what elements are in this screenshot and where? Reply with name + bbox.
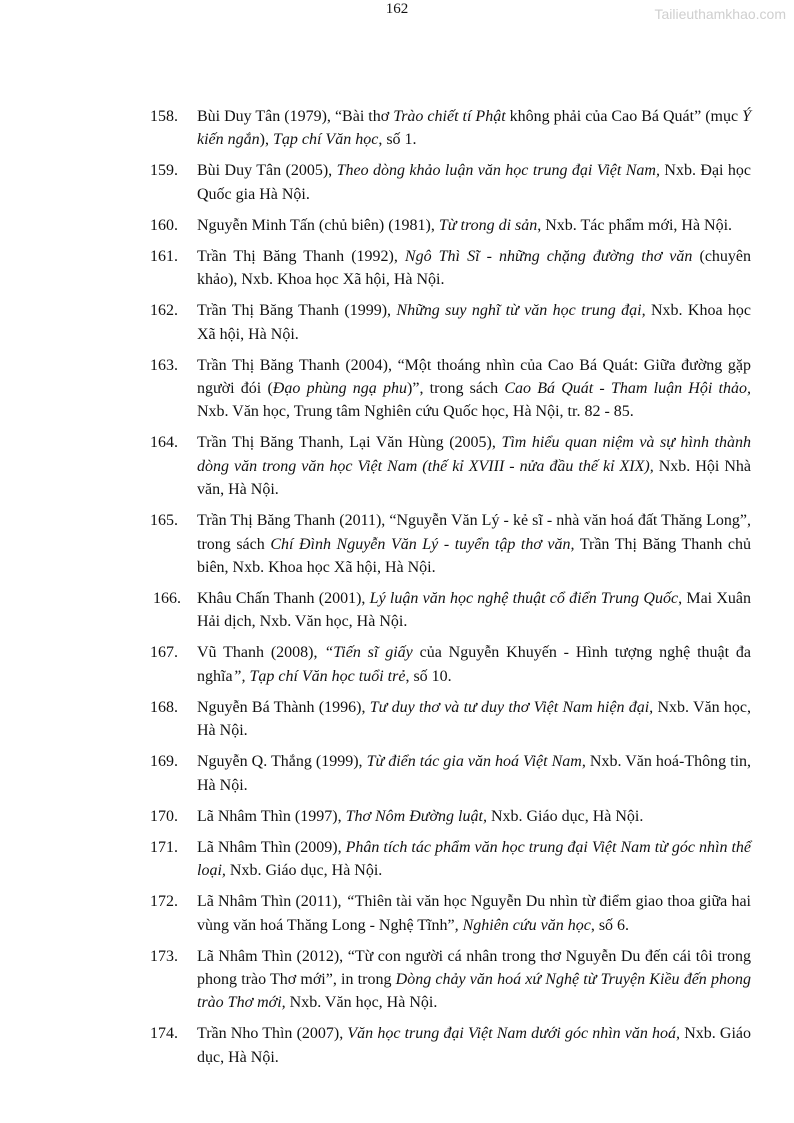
reference-title-segment: ”, Tạp chí Văn học tuổi trẻ xyxy=(232,667,406,685)
reference-number: 158. xyxy=(150,108,178,125)
reference-text xyxy=(197,245,751,292)
reference-number: 166. xyxy=(153,590,181,608)
reference-number: 167. xyxy=(150,644,178,662)
reference-number: 164. xyxy=(150,434,178,452)
reference-entry xyxy=(150,805,751,828)
reference-entry xyxy=(150,354,751,424)
reference-entry xyxy=(150,696,751,743)
reference-entry xyxy=(150,159,751,206)
reference-text xyxy=(197,890,751,937)
reference-text-segment: Khâu Chấn Thanh (2001), xyxy=(197,590,370,608)
reference-text-segment: Lã Nhâm Thìn (1997), xyxy=(197,807,346,825)
reference-text-segment: , số 6. xyxy=(590,916,630,934)
reference-entry xyxy=(150,641,751,688)
reference-title-segment: Từ điển tác gia văn hoá Việt Nam xyxy=(366,753,582,771)
reference-text xyxy=(197,836,751,883)
reference-text xyxy=(197,431,751,501)
reference-text-segment: Trần Thị Băng Thanh (1999), xyxy=(197,302,397,320)
reference-title-segment: Chí Đình Nguyễn Văn Lý - tuyển tập thơ văn, xyxy=(270,535,575,553)
reference-text-segment: Nxb. Giáo dục, Hà Nội. xyxy=(225,862,383,880)
reference-text-segment: Lã Nhâm Thìn (2011), xyxy=(197,893,346,911)
reference-text-segment: Trần Thị Băng Thanh (2011), “Nguyễn Văn Lý - kẻ sĩ - nhà văn hoá đất Thăng Long”, trong sách xyxy=(197,512,751,553)
reference-text-segment: không phải của Cao Bá Quát” (mục xyxy=(505,108,743,125)
reference-title-segment: Tìm hiểu quan niệm và sự hình thành dòng văn trong văn học Việt Nam (thế kỉ XVIII - nửa đầu thế kỉ XIX), xyxy=(197,434,751,475)
reference-title-segment: Tư duy thơ và tư duy thơ Việt Nam hiện đại, xyxy=(369,698,654,716)
reference-number: 162. xyxy=(150,302,178,320)
reference-text xyxy=(197,299,751,346)
reference-text-segment: , Nxb. Văn hoá-Thông tin, Hà Nội. xyxy=(197,753,752,794)
reference-entry xyxy=(150,836,751,883)
reference-text-segment: Nxb. Giáo dục, Hà Nội. xyxy=(197,1025,752,1066)
reference-text-segment: Nxb. Hội Nhà văn, Hà Nội. xyxy=(197,457,751,499)
reference-text xyxy=(197,105,751,152)
reference-number: 169. xyxy=(150,753,178,771)
reference-title-segment: Ngô Thì Sĩ - những chặng đường thơ văn xyxy=(404,247,693,265)
reference-title-segment: “Tiến sĩ giấy xyxy=(324,644,413,662)
reference-text-segment: Nxb. Đại học Quốc gia Hà Nội. xyxy=(197,162,752,203)
reference-text-segment: Trần Thị Băng Thanh (2004), “Một thoáng nhìn của Cao Bá Quát: Giữa đường gặp người đói ( xyxy=(197,356,751,398)
reference-text-segment: ), xyxy=(259,131,273,149)
reference-number: 163. xyxy=(150,356,178,374)
reference-text-segment: Trần Thị Băng Thanh (1992), xyxy=(197,247,405,265)
reference-text xyxy=(197,214,751,237)
reference-title-segment: Theo dòng khảo luận văn học trung đại Việt Nam, xyxy=(336,162,660,180)
reference-title-segment: Dòng chảy văn hoá xứ Nghệ từ Truyện Kiều đến phong trào Thơ mới, xyxy=(197,970,751,1012)
reference-text-segment: , số 10. xyxy=(405,667,452,685)
reference-number: 159. xyxy=(150,162,178,180)
reference-number: 170. xyxy=(150,807,178,825)
reference-text-segment: Thiên tài văn học Nguyễn Du nhìn từ điểm giao thoa giữa hai vùng văn hoá Thăng Long - Nghệ Tĩnh” xyxy=(197,893,752,934)
reference-text-segment: Lã Nhâm Thìn (2012), “Từ con người cá nhân trong thơ Nguyễn Du đến cái tôi trong phong trào Thơ mới”, in trong xyxy=(197,947,751,988)
reference-text xyxy=(197,587,751,634)
reference-entry xyxy=(150,245,751,292)
reference-text-segment: Nxb. Văn học, Trung tâm Nghiên cứu Quốc học, Hà Nội, tr. 82 - 85. xyxy=(197,403,634,421)
reference-text-segment: Nguyễn Minh Tấn (chủ biên) (1981), xyxy=(197,216,439,234)
reference-title-segment: Tạp chí Văn học xyxy=(272,131,379,149)
reference-text-segment: , Nxb. Tác phẩm mới, Hà Nội. xyxy=(537,216,733,234)
reference-text xyxy=(197,159,751,206)
reference-text-segment: Vũ Thanh (2008), xyxy=(197,644,325,662)
reference-title-segment: “ xyxy=(345,893,355,911)
reference-text-segment: (chuyên khảo), Nxb. Khoa học Xã hội, Hà Nội. xyxy=(197,247,752,289)
reference-entry xyxy=(150,750,751,797)
reference-text-segment: Nxb. Văn học, Hà Nội. xyxy=(197,698,751,740)
reference-text-segment: )”, trong sách xyxy=(407,380,505,398)
reference-entry xyxy=(150,214,751,237)
reference-number: 173. xyxy=(150,947,178,965)
reference-text-segment: Trần Nho Thìn (2007), xyxy=(197,1025,348,1043)
reference-entry xyxy=(150,105,751,152)
reference-entry xyxy=(150,1022,751,1069)
reference-text-segment: Trần Thị Băng Thanh chủ biên, Nxb. Khoa học Xã hội, Hà Nội. xyxy=(197,535,752,577)
reference-entry xyxy=(150,890,751,937)
reference-title-segment: Đạo phùng ngạ phu xyxy=(272,380,408,398)
reference-text xyxy=(197,805,751,828)
reference-number: 160. xyxy=(150,216,178,234)
reference-text-segment: của Nguyễn Khuyến - Hình tượng nghệ thuật đa nghĩa xyxy=(197,644,752,685)
reference-entry xyxy=(150,509,751,579)
reference-number: 168. xyxy=(150,698,178,716)
reference-text xyxy=(197,1022,751,1069)
watermark: Tailieuthamkhao.com xyxy=(654,6,786,22)
reference-entry xyxy=(150,945,751,1015)
reference-text-segment: Nguyễn Q. Thắng (1999), xyxy=(197,753,367,771)
reference-title-segment: Cao Bá Quát - Tham luận Hội thảo, xyxy=(504,380,751,398)
reference-number: 174. xyxy=(150,1025,178,1043)
reference-title-segment: Trào chiết tí Phật xyxy=(393,108,506,125)
reference-number: 171. xyxy=(150,838,178,856)
reference-entry xyxy=(150,299,751,346)
reference-entry xyxy=(150,431,751,501)
reference-text-segment: Bùi Duy Tân (2005), xyxy=(197,162,337,180)
reference-number: 172. xyxy=(150,893,178,911)
reference-text xyxy=(197,354,751,424)
reference-text-segment: , Mai Xuân Hải dịch, Nxb. Văn học, Hà Nội. xyxy=(197,590,752,631)
reference-title-segment: Lý luận văn học nghệ thuật cổ điển Trung Quốc xyxy=(369,590,679,608)
reference-text-segment: Nxb. Văn học, Hà Nội. xyxy=(285,994,438,1012)
page-number: 162 xyxy=(385,1,409,17)
reference-text-segment: Nxb. Giáo dục, Hà Nội. xyxy=(486,807,644,825)
reference-text xyxy=(197,509,751,579)
reference-text xyxy=(197,945,751,1015)
reference-text xyxy=(197,696,751,743)
reference-number: 165. xyxy=(150,512,178,530)
reference-title-segment: Những suy nghĩ từ văn học trung đại, xyxy=(396,302,646,320)
reference-text-segment: Nxb. Khoa học Xã hội, Hà Nội. xyxy=(197,302,752,343)
reference-title-segment: Phân tích tác phẩm văn học trung đại Việt Nam từ góc nhìn thể loại, xyxy=(197,838,751,880)
reference-text-segment: Trần Thị Băng Thanh, Lại Văn Hùng (2005), xyxy=(197,434,502,452)
reference-title-segment: , Nghiên cứu văn học xyxy=(454,916,591,934)
reference-entry xyxy=(150,587,751,634)
reference-title-segment: Ý kiến ngắn xyxy=(197,108,751,149)
reference-text-segment: , số 1. xyxy=(378,131,417,149)
reference-title-segment: Thơ Nôm Đường luật, xyxy=(345,807,487,825)
reference-text xyxy=(197,750,751,797)
reference-text-segment: Lã Nhâm Thìn (2009), xyxy=(197,838,346,856)
reference-title-segment: Văn học trung đại Việt Nam dưới góc nhìn văn hoá, xyxy=(347,1025,681,1043)
reference-text-segment: Nguyễn Bá Thành (1996), xyxy=(197,698,370,716)
reference-text-segment: Bùi Duy Tân (1979), “Bài thơ xyxy=(197,108,394,125)
reference-list xyxy=(150,105,751,1077)
reference-number: 161. xyxy=(150,247,178,265)
reference-title-segment: Từ trong di sản xyxy=(438,216,538,234)
reference-text xyxy=(197,641,751,688)
